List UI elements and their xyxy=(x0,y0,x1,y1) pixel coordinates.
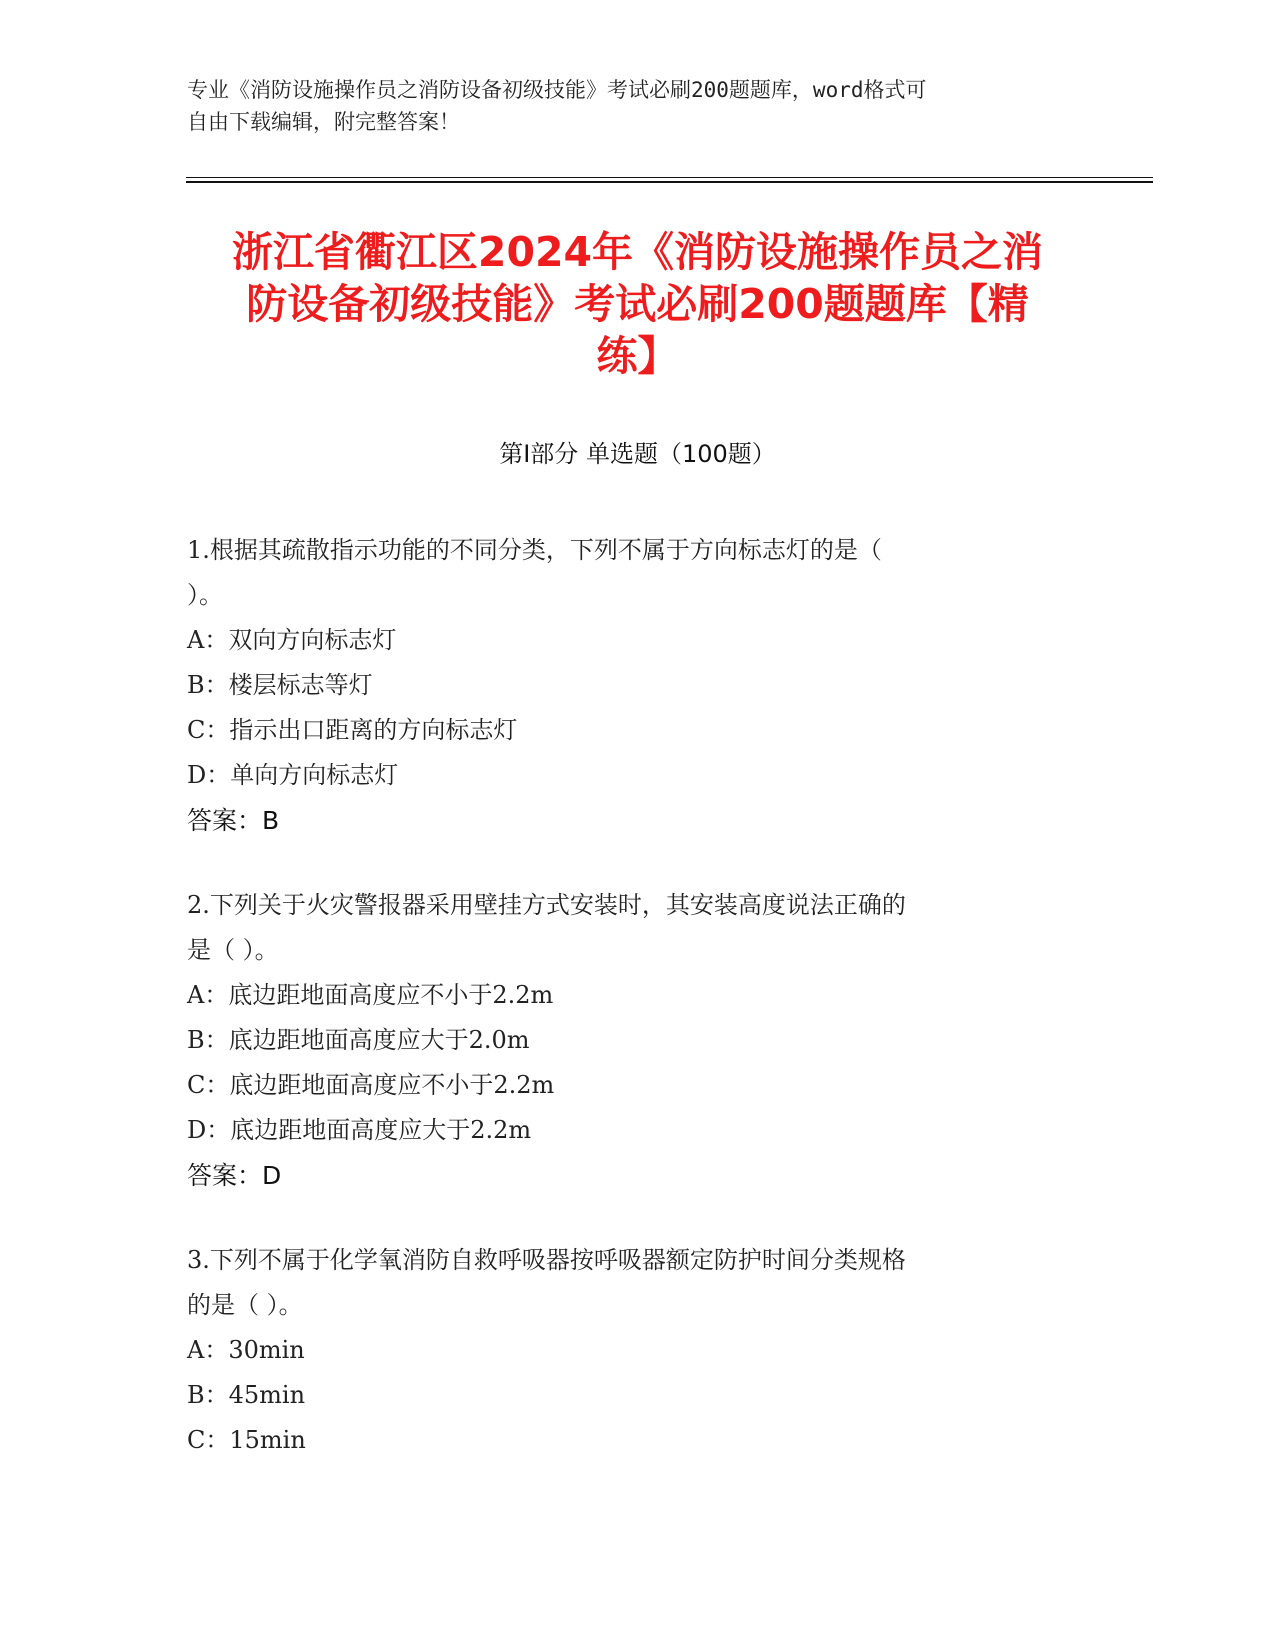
question-item xyxy=(187,1238,1087,1463)
option-b: B：楼层标志等灯 xyxy=(187,671,373,699)
question-stem-line: 2.下列关于火灾警报器采用壁挂方式安装时，其安装高度说法正确的 xyxy=(187,891,906,919)
option-c: C：底边距地面高度应不小于2.2m xyxy=(187,1071,555,1099)
title-line: 防设备初级技能》考试必刷200题题库【精 xyxy=(246,280,1029,328)
answer-label: 答案：B xyxy=(187,806,280,835)
question-stem-line: 的是（ ）。 xyxy=(187,1291,303,1319)
question-stem-line: 1.根据其疏散指示功能的不同分类，下列不属于方向标志灯的是（ xyxy=(187,536,882,564)
question-stem xyxy=(187,1238,1087,1328)
option-d: D：单向方向标志灯 xyxy=(187,761,399,789)
option-b: B：45min xyxy=(187,1381,306,1409)
section-title: 第Ⅰ部分 单选题（100题） xyxy=(499,440,776,468)
option-a: A：30min xyxy=(187,1336,305,1364)
question-list xyxy=(187,528,1087,1503)
question-item xyxy=(187,883,1087,1198)
question-stem-line: ）。 xyxy=(187,581,223,609)
question-stem xyxy=(187,528,1087,618)
option-a: A：底边距地面高度应不小于2.2m xyxy=(187,981,554,1009)
divider-line xyxy=(186,177,1153,178)
question-stem xyxy=(187,883,1087,973)
question-stem-line: 3.下列不属于化学氧消防自救呼吸器按呼吸器额定防护时间分类规格 xyxy=(187,1246,906,1274)
title-line: 练】 xyxy=(596,332,679,380)
title-line: 浙江省衢江区2024年《消防设施操作员之消 xyxy=(231,228,1044,276)
header-note-line: 专业《消防设施操作员之消防设备初级技能》考试必刷200题题库，word格式可 xyxy=(187,78,927,102)
divider-line xyxy=(186,181,1153,183)
question-item xyxy=(187,528,1087,843)
option-c: C：指示出口距离的方向标志灯 xyxy=(187,716,518,744)
document-title xyxy=(150,226,1125,382)
option-a: A：双向方向标志灯 xyxy=(187,626,397,654)
question-stem-line: 是（ ）。 xyxy=(187,936,279,964)
option-c: C：15min xyxy=(187,1426,306,1454)
answer-label: 答案：D xyxy=(187,1161,282,1190)
header-note-line: 自由下载编辑，附完整答案！ xyxy=(187,110,460,134)
option-d: D：底边距地面高度应大于2.2m xyxy=(187,1116,532,1144)
option-b: B：底边距地面高度应大于2.0m xyxy=(187,1026,530,1054)
header-note xyxy=(187,74,1087,138)
